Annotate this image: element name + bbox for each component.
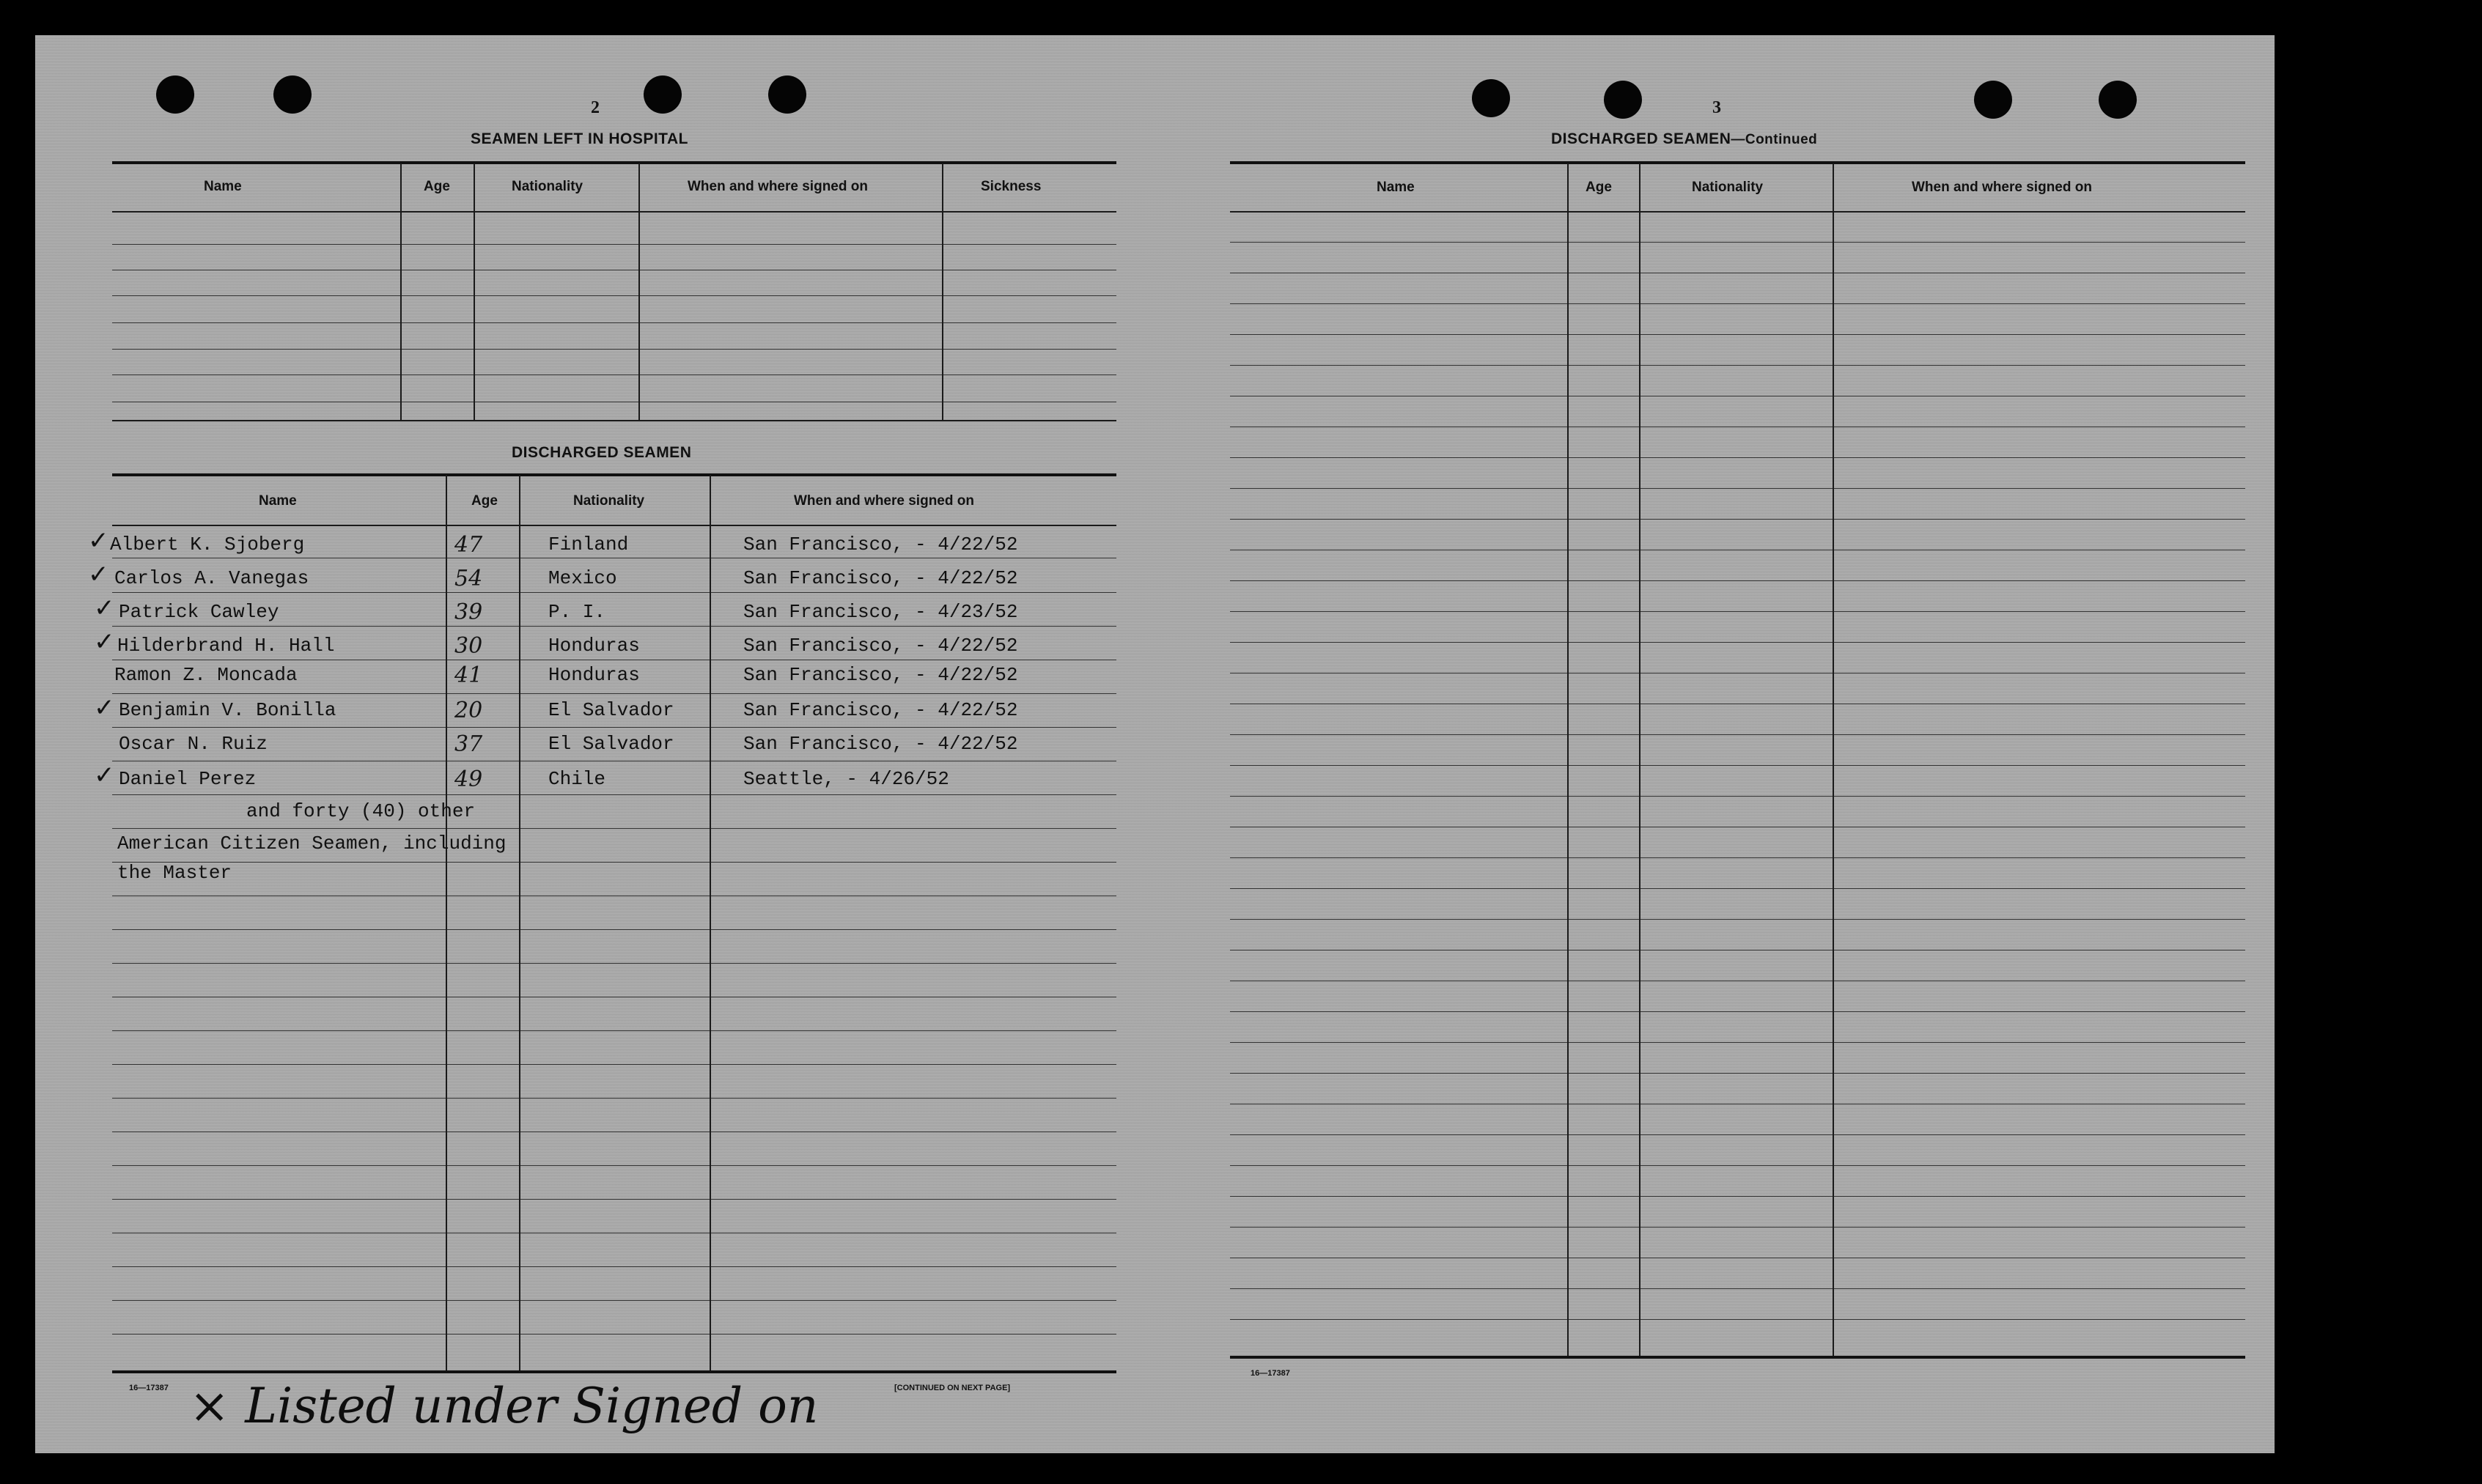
column-header-signed-on: When and where signed on	[688, 179, 868, 194]
seaman-name: Benjamin V. Bonilla	[119, 699, 336, 721]
seaman-name: Carlos A. Vanegas	[114, 567, 309, 589]
page-number: 2	[591, 98, 600, 117]
form-number: 16—17387	[129, 1384, 169, 1392]
seaman-age: 30	[454, 633, 483, 659]
seaman-name: Hilderbrand H. Hall	[117, 635, 335, 657]
column-header-age: Age	[1586, 180, 1612, 195]
seaman-nationality: P. I.	[548, 601, 606, 623]
form-number: 16—17387	[1251, 1369, 1290, 1378]
seaman-nationality: Finland	[548, 534, 629, 555]
note-line: the Master	[117, 862, 232, 884]
seaman-signed-on: Seattle, - 4/26/52	[743, 768, 949, 790]
seaman-name: Daniel Perez	[119, 768, 257, 790]
punch-hole	[156, 75, 194, 114]
seaman-signed-on: San Francisco, - 4/22/52	[743, 733, 1018, 755]
punch-hole	[644, 75, 682, 114]
seaman-nationality: Chile	[548, 768, 606, 790]
hospital-section-title: SEAMEN LEFT IN HOSPITAL	[471, 130, 688, 147]
note-line: and forty (40) other	[246, 800, 476, 822]
punch-hole	[2099, 81, 2137, 119]
note-line: American Citizen Seamen, including	[117, 833, 507, 854]
seaman-name: Oscar N. Ruiz	[119, 733, 268, 755]
check-mark: ✓	[94, 761, 115, 790]
seaman-age: 47	[454, 532, 483, 558]
column-header-age: Age	[471, 493, 498, 509]
seaman-signed-on: San Francisco, - 4/22/52	[743, 699, 1018, 721]
seaman-name: Patrick Cawley	[119, 601, 279, 623]
column-header-nationality: Nationality	[512, 179, 583, 194]
column-header-age: Age	[424, 179, 450, 194]
check-mark: ✓	[88, 526, 109, 555]
punch-hole	[273, 75, 312, 114]
column-header-nationality: Nationality	[1692, 180, 1764, 195]
check-mark: ✓	[94, 693, 115, 723]
column-header-nationality: Nationality	[573, 493, 645, 509]
page-number: 3	[1712, 98, 1721, 117]
punch-hole	[1472, 79, 1510, 117]
x-mark: ×	[189, 1378, 246, 1434]
seaman-signed-on: San Francisco, - 4/23/52	[743, 601, 1018, 623]
seaman-nationality: Honduras	[548, 664, 640, 686]
column-header-sickness: Sickness	[981, 179, 1042, 194]
seaman-age: 49	[454, 767, 483, 792]
check-mark: ✓	[94, 627, 115, 657]
handwritten-note	[189, 1378, 818, 1434]
scanned-document	[35, 35, 2275, 1453]
seaman-nationality: Mexico	[548, 567, 617, 589]
seaman-age: 37	[454, 731, 483, 757]
check-mark: ✓	[94, 594, 115, 623]
column-header-signed-on: When and where signed on	[1912, 180, 2092, 195]
seaman-signed-on: San Francisco, - 4/22/52	[743, 664, 1018, 686]
seaman-nationality: El Salvador	[548, 733, 674, 755]
continued-note: [CONTINUED ON NEXT PAGE]	[894, 1384, 1011, 1392]
seaman-age: 54	[454, 566, 483, 591]
seaman-signed-on: San Francisco, - 4/22/52	[743, 534, 1018, 555]
seaman-age: 41	[454, 662, 483, 688]
seaman-age: 39	[454, 599, 483, 625]
seaman-signed-on: San Francisco, - 4/22/52	[743, 567, 1018, 589]
handwritten-note-text: Listed under Signed on	[245, 1378, 819, 1434]
punch-hole	[1604, 81, 1642, 119]
check-mark: ✓	[88, 560, 109, 589]
column-header-name: Name	[259, 493, 297, 509]
seaman-signed-on: San Francisco, - 4/22/52	[743, 635, 1018, 657]
discharged-section-title: DISCHARGED SEAMEN	[512, 444, 692, 461]
discharged-continued-title: DISCHARGED SEAMEN—Continued	[1551, 130, 1818, 147]
punch-hole	[1974, 81, 2012, 119]
seaman-nationality: El Salvador	[548, 699, 674, 721]
column-header-signed-on: When and where signed on	[794, 493, 974, 509]
seaman-name: Albert K. Sjoberg	[110, 534, 305, 555]
punch-hole	[768, 75, 806, 114]
seaman-age: 20	[454, 698, 483, 723]
seaman-nationality: Honduras	[548, 635, 640, 657]
seaman-name: Ramon Z. Moncada	[114, 664, 298, 686]
column-header-name: Name	[1377, 180, 1415, 195]
column-header-name: Name	[204, 179, 242, 194]
